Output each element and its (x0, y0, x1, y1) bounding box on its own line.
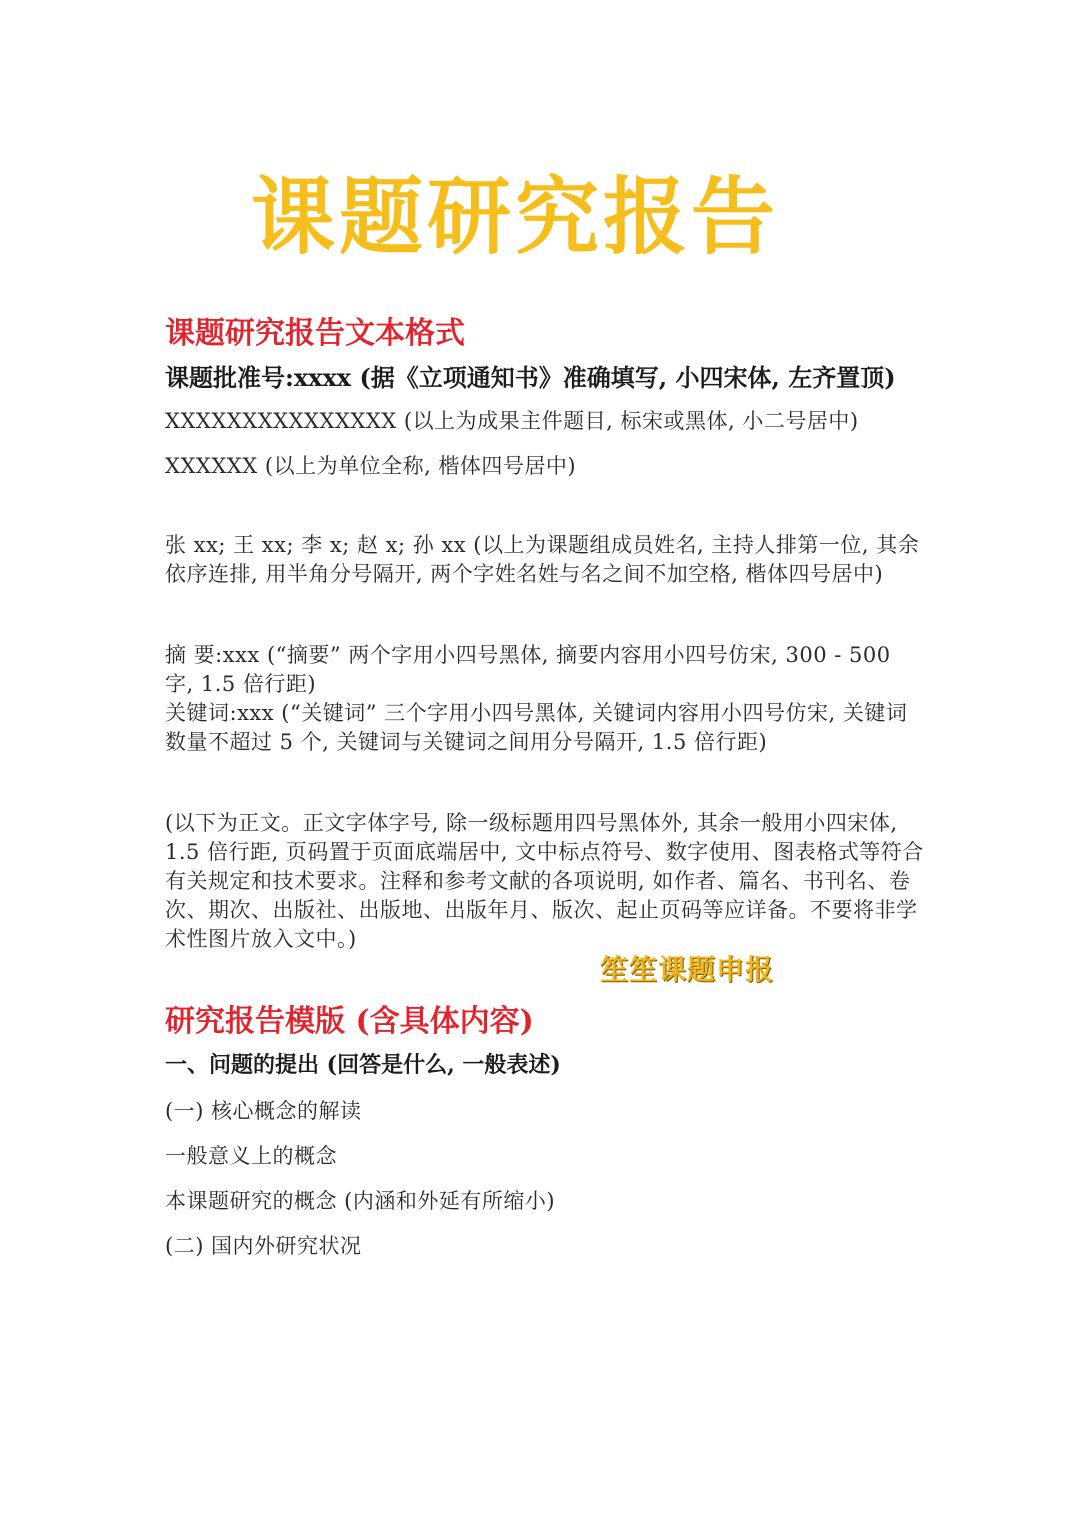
outline-item-2: (一) 核心概念的解读 (165, 1099, 362, 1123)
section-heading-format: 课题研究报告文本格式 (165, 316, 465, 351)
outline-item-4: 本课题研究的概念 (内涵和外延有所缩小) (165, 1189, 556, 1213)
abstract-paragraph: 摘 要:xxx (“摘要” 两个字用小四号黑体, 摘要内容用小四号仿宋, 300 - 500 字, 1.5 倍行距) (165, 643, 891, 696)
outline-item-3: 一般意义上的概念 (165, 1144, 337, 1168)
approval-number-line: 课题批准号:xxxx (据《立项通知书》准确填写, 小四宋体, 左齐置顶) (165, 363, 896, 392)
document-title: 课题研究报告 (250, 167, 779, 266)
keywords-paragraph: 关键词:xxx (“关键词” 三个字用小四号黑体, 关键词内容用小四号仿宋, 关键词数量不超过 5 个, 关键词与关键词之间用分号隔开, 1.5 倍行距) (165, 701, 908, 754)
outline-item-5: (二) 国内外研究状况 (165, 1234, 362, 1258)
title-instruction-line: XXXXXXXXXXXXXXX (以上为成果主件题目, 标宋或黑体, 小二号居中) (165, 409, 859, 433)
document-content (165, 312, 925, 1261)
watermark-text: 笙笙课题申报 (600, 953, 775, 986)
body-note-paragraph: (以下为正文。正文字体字号, 除一级标题用四号黑体外, 其余一般用小四宋体, 1.5 倍行距, 页码置于页面底端居中, 文中标点符号、数字使用、图表格式等符合有关规定和技术要求。注释和参考文献的各项说明, 如作者、篇名、书刊名、卷次、期次、出版社、出版地、出版年月、版次、起止页码等应详备。不要将非学术性图片放入文中。) (165, 811, 924, 951)
section-heading-template: 研究报告模版 (含具体内容) (165, 1004, 534, 1039)
unit-instruction-line: XXXXXX (以上为单位全称, 楷体四号居中) (165, 454, 577, 478)
outline-item-1: 一、问题的提出 (回答是什么, 一般表述) (165, 1052, 561, 1078)
members-paragraph: 张 xx; 王 xx; 李 x; 赵 x; 孙 xx (以上为课题组成员姓名, 主持人排第一位, 其余依序连排, 用半角分号隔开, 两个字姓名姓与名之间不加空格, 楷体四号居中) (165, 533, 920, 586)
